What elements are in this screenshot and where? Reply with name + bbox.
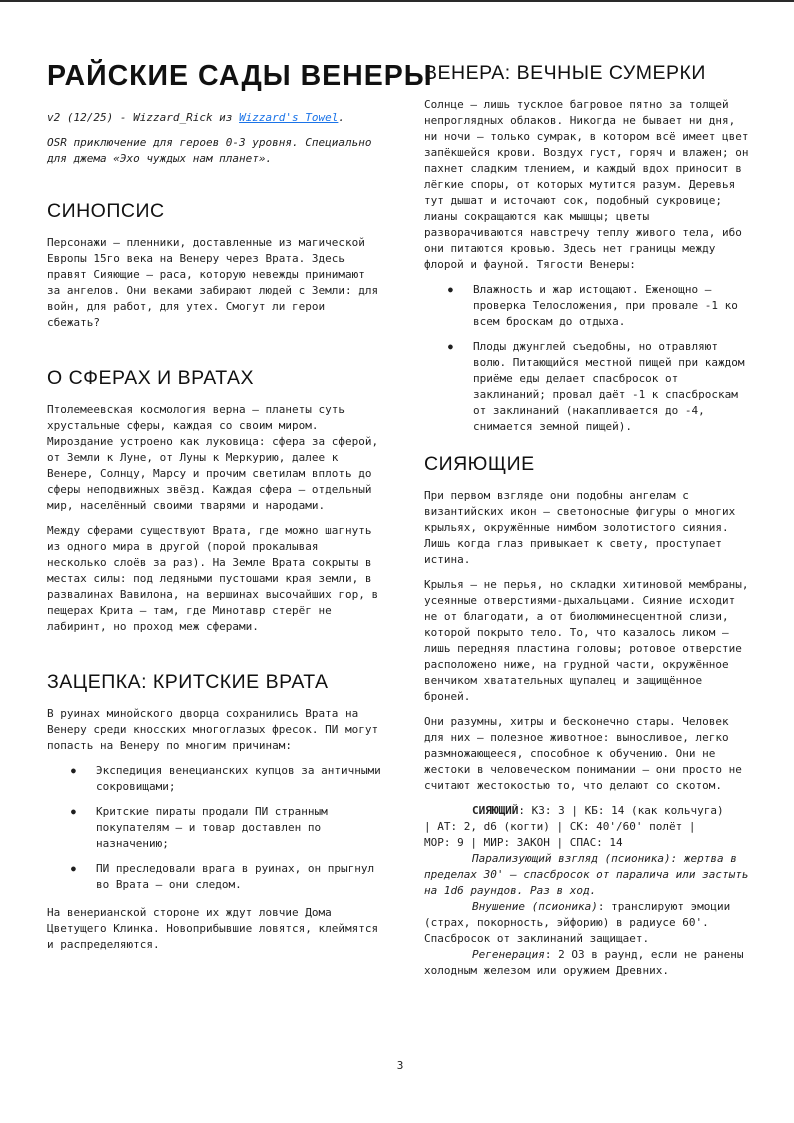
list-item: ● Плоды джунглей съедобны, но отравляют волю. Питающийся местной пищей при каждом приёме еды делает спасбросок от заклинаний; провал даёт -1 к спасброскам от заклинаний (накапливается до -4, снимается земной пищей).	[424, 339, 754, 435]
page-number: 3	[396, 1059, 404, 1072]
statblock	[424, 803, 754, 979]
spheres-paragraph-2: Между сферами существуют Врата, где можно шагнуть из одного мира в другой (порой прокалывая несколько слоёв за раз). На Земле Врата сокрыты в местах силы: под ледяными пустошами края земли, в развалинах Вавилона, на вершинах высочайших гор, в пещерах Крита – там, где Минотавр стерёг не лабиринт, но проход меж сферами.	[47, 524, 379, 633]
shining-paragraph-3: Они разумны, хитры и бесконечно стары. Человек для них – полезное животное: выносливое, легко размножающееся, способное к обучению. Они не жестоки в человеческом понимании – они просто не считают жестокостью то, что делают со скотом.	[424, 715, 742, 792]
statblock-line-1-rest: : КЗ: 3 | КБ: 14 (как кольчуга)	[518, 804, 724, 817]
byline-suffix: .	[338, 111, 346, 124]
synopsis-section	[47, 200, 382, 331]
spheres-paragraph-1: Птолемеевская космология верна – планеты суть хрустальные сферы, каждая со своим миром. Мироздание устроено как луковица: сфера за сферой, от Земли к Луне, от Луны к Меркурию, далее к Венере, Солнцу, Марсу и прочим светилам вплоть до сферы неподвижных звёзд. Каждая сфера – отдельный мир, населённый своими тварями и народами.	[47, 403, 379, 512]
list-item: ● Экспедиция венецианских купцов за античными сокровищами;	[47, 763, 382, 795]
spheres-heading: О СФЕРАХ И ВРАТАХ	[47, 367, 255, 389]
right-column	[424, 56, 754, 979]
synopsis-text: Персонажи – пленники, доставленные из магической Европы 15го века на Венеру через Врата. Здесь правят Сияющие – раса, которую невежды принимают за ангелов. Они веками забирают людей с Земли: для войн, для работ, для утех. Смогут ли герои сбежать?	[47, 236, 379, 329]
list-item: ● ПИ преследовали врага в руинах, он прыгнул во Врата – они следом.	[47, 861, 382, 893]
subtitle: OSR приключение для героев 0-3 уровня. Специально для джема «Эхо чуждых нам планет».	[47, 136, 372, 165]
hook-list	[47, 763, 382, 893]
shining-paragraph-2: Крылья – не перья, но складки хитиновой мембраны, усеянные отверстиями-дыхальцами. Сияние исходит не от благодати, а от биолюминесцентной слизи, которой покрыто тело. То, что казалось ликом – лишь передняя пластина головы; ротовое отверстие расположено ниже, на грудной части, окружённое венчиком хватательных щупалец и защищённое броней.	[424, 578, 749, 703]
statblock-line-1	[424, 803, 754, 819]
statblock-line-2: | АТ: 2, d6 (когти) | СК: 40'/60' полёт |	[424, 820, 696, 833]
ability-paralyze-text: Парализующий взгляд (псионика): жертва в пределах 30' – спасбросок от паралича или застыть на 1d6 раундов. Раз в ход.	[424, 852, 749, 897]
byline-prefix: v2 (12/25) - Wizzard_Rick из	[47, 111, 240, 124]
synopsis-heading: СИНОПСИС	[47, 200, 165, 222]
ability-regeneration-text: : 2 ОЗ в раунд, если не ранены холодным железом или оружием Древних.	[424, 948, 744, 977]
venus-section	[424, 62, 754, 435]
ability-suggestion-text: : транслируют эмоции (страх, покорность, эйфорию) в радиусе 60'. Спасбросок от заклинаний защищает.	[424, 900, 731, 945]
venus-heading: ВЕНЕРА: ВЕЧНЫЕ СУМЕРКИ	[424, 62, 706, 84]
wizzards-towel-link[interactable]: Wizzard's Towel	[239, 111, 339, 124]
page-title: РАЙСКИЕ САДЫ ВЕНЕРЫ	[47, 60, 433, 92]
list-item: ● Критские пираты продали ПИ странным покупателям – и товар доставлен по назначению;	[47, 804, 382, 852]
shining-section	[424, 453, 754, 979]
hook-section	[47, 671, 382, 953]
hook-intro: В руинах минойского дворца сохранились Врата на Венеру среди кносских многоглазых фресок. ПИ могут попасть на Венеру по многим причинам:	[47, 707, 379, 752]
left-column	[47, 56, 433, 962]
venus-hardships-list	[424, 282, 754, 435]
byline	[47, 110, 382, 126]
top-border-line	[0, 0, 794, 2]
statblock-ability-suggestion	[424, 899, 754, 947]
ability-regeneration-name: Регенерация	[472, 948, 545, 961]
venus-text: Солнце – лишь тусклое багровое пятно за толщей непроглядных облаков. Никогда не бывает ни дня, ни ночи – только сумрак, в котором всё имеет цвет запёкшейся крови. Воздух густ, горяч и влажен; он пахнет сладким тлением, и каждый вдох приносит в лёгкие споры, от которых мутится разум. Деревья тут дышат и источают сок, подобный сукровице; лианы сокращаются как мышцы; цветы разворачиваются навстречу теплу живого тела, ибо они питаются кровью. Здесь нет границы между флорой и фауной. Тягости Венеры:	[424, 98, 749, 271]
shining-heading: СИЯЮЩИЕ	[424, 453, 535, 475]
shining-paragraph-1: При первом взгляде они подобны ангелам с византийских икон – светоносные фигуры о многих крыльях, окружённые нимбом золотистого сияния. Лишь когда глаз привыкает к свету, проступает истина.	[424, 489, 736, 566]
list-item: ● Влажность и жар истощают. Еженощно – проверка Телосложения, при провале -1 ко всем броскам до отдыха.	[424, 282, 754, 330]
hook-outro: На венерианской стороне их ждут ловчие Дома Цветущего Клинка. Новоприбывшие ловятся, клеймятся и распределяются.	[47, 906, 379, 951]
hook-heading: ЗАЦЕПКА: КРИТСКИЕ ВРАТА	[47, 671, 329, 693]
statblock-line-3: МОР: 9 | МИР: ЗАКОН | СПАС: 14	[424, 836, 623, 849]
statblock-ability-regeneration	[424, 947, 754, 979]
spheres-section	[47, 367, 382, 635]
ability-suggestion-name: Внушение (псионика)	[472, 900, 598, 913]
statblock-ability-paralyze	[424, 851, 754, 899]
statblock-name: СИЯЮЩИЙ	[472, 804, 519, 817]
